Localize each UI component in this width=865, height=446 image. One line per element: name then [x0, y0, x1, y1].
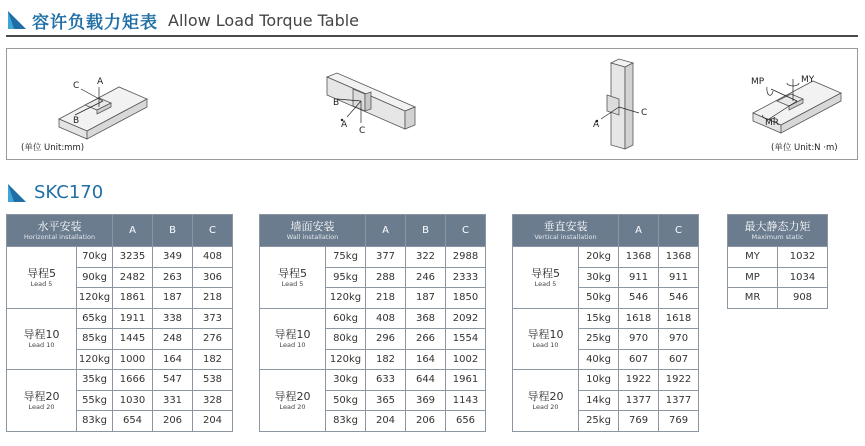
load-cell: 40kg	[579, 349, 619, 370]
lead-cell	[7, 370, 77, 432]
load-cell: 83kg	[326, 411, 366, 432]
value-cell: 206	[153, 411, 193, 432]
value-cell: 911	[619, 267, 659, 288]
value-cell: 373	[193, 308, 233, 329]
table-header-row	[260, 215, 486, 247]
load-cell: 10kg	[579, 370, 619, 391]
value-cell: 1377	[619, 390, 659, 411]
col-header: A	[619, 215, 659, 247]
load-cell: 50kg	[326, 390, 366, 411]
lead-cn: 导程20	[274, 389, 311, 403]
moment-value: 1032	[778, 247, 828, 268]
value-cell: 187	[153, 288, 193, 309]
triangle-icon	[8, 184, 26, 202]
load-cell: 83kg	[77, 411, 113, 432]
value-cell: 2482	[113, 267, 153, 288]
value-cell: 1922	[619, 370, 659, 391]
value-cell: 1850	[446, 288, 486, 309]
table-row	[7, 370, 233, 391]
value-cell: 322	[406, 247, 446, 268]
table-title-cn: 最大静态力矩	[744, 219, 811, 233]
value-cell: 1030	[113, 390, 153, 411]
value-cell: 218	[366, 288, 406, 309]
value-cell: 2988	[446, 247, 486, 268]
table-title-cell	[260, 215, 366, 247]
value-cell: 1861	[113, 288, 153, 309]
load-cell: 55kg	[77, 390, 113, 411]
load-cell: 65kg	[77, 308, 113, 329]
value-cell: 263	[153, 267, 193, 288]
value-cell: 218	[193, 288, 233, 309]
unit-nm: (单位 Unit:N ·m)	[771, 143, 838, 153]
lead-en: Lead 5	[534, 279, 557, 288]
load-cell: 120kg	[326, 288, 366, 309]
diagram-panel	[6, 48, 858, 160]
table-title-en: Maximum static	[751, 232, 804, 241]
lead-cell	[260, 370, 326, 432]
table-title-cn: 水平安装	[37, 219, 82, 233]
value-cell: 182	[366, 349, 406, 370]
wall-install-table	[259, 214, 486, 432]
table-title-cell	[728, 215, 828, 247]
value-cell: 1445	[113, 329, 153, 350]
diagram3-label-c: C	[641, 108, 648, 118]
lead-cn: 导程10	[23, 328, 60, 342]
value-cell: 206	[406, 411, 446, 432]
value-cell: 408	[366, 308, 406, 329]
value-cell: 2092	[446, 308, 486, 329]
load-cell: 30kg	[326, 370, 366, 391]
load-cell: 85kg	[77, 329, 113, 350]
value-cell: 1000	[113, 349, 153, 370]
value-cell: 377	[366, 247, 406, 268]
value-cell: 276	[193, 329, 233, 350]
lead-en: Lead 20	[28, 402, 55, 411]
value-cell: 1002	[446, 349, 486, 370]
value-cell: 546	[659, 288, 699, 309]
load-cell: 120kg	[77, 349, 113, 370]
value-cell: 365	[366, 390, 406, 411]
table-row	[260, 370, 486, 391]
lead-cell	[260, 247, 326, 309]
lead-cn: 导程5	[27, 266, 56, 280]
value-cell: 266	[406, 329, 446, 350]
diagram1-label-c: C	[73, 81, 80, 91]
load-cell: 14kg	[579, 390, 619, 411]
value-cell: 538	[193, 370, 233, 391]
lead-cell	[513, 308, 579, 370]
lead-cn: 导程20	[527, 389, 564, 403]
table-header-row	[728, 215, 828, 247]
value-cell: 970	[619, 329, 659, 350]
value-cell: 607	[659, 349, 699, 370]
col-header: C	[193, 215, 233, 247]
unit-mm: (单位 Unit:mm)	[21, 143, 85, 153]
value-cell: 1368	[659, 247, 699, 268]
value-cell: 204	[366, 411, 406, 432]
value-cell: 644	[406, 370, 446, 391]
lead-cell	[7, 247, 77, 309]
diagram1-label-b: B	[73, 116, 80, 126]
value-cell: 248	[153, 329, 193, 350]
load-cell: 120kg	[326, 349, 366, 370]
value-cell: 408	[193, 247, 233, 268]
value-cell: 547	[153, 370, 193, 391]
table-row	[260, 247, 486, 268]
value-cell: 187	[406, 288, 446, 309]
load-cell: 35kg	[77, 370, 113, 391]
vertical-install-diagram	[587, 49, 667, 161]
header-divider	[6, 35, 858, 37]
value-cell: 204	[193, 411, 233, 432]
load-cell: 25kg	[579, 329, 619, 350]
value-cell: 1961	[446, 370, 486, 391]
table-header-row	[7, 215, 233, 247]
value-cell: 911	[659, 267, 699, 288]
lead-cell	[513, 247, 579, 309]
value-cell: 182	[193, 349, 233, 370]
load-cell: 120kg	[77, 288, 113, 309]
page-title-en: Allow Load Torque Table	[168, 10, 360, 30]
value-cell: 306	[193, 267, 233, 288]
moment-label: MY	[728, 247, 778, 268]
value-cell: 769	[659, 411, 699, 432]
lead-cell	[7, 308, 77, 370]
value-cell: 368	[406, 308, 446, 329]
col-header: A	[366, 215, 406, 247]
section-header	[8, 182, 103, 203]
value-cell: 3235	[113, 247, 153, 268]
value-cell: 338	[153, 308, 193, 329]
moment-value: 1034	[778, 267, 828, 288]
moment-label: MP	[728, 267, 778, 288]
lead-en: Lead 5	[30, 279, 53, 288]
col-header: C	[446, 215, 486, 247]
table-title-cn: 垂直安装	[543, 219, 588, 233]
horizontal-install-table	[6, 214, 233, 432]
lead-cell	[513, 370, 579, 432]
value-cell: 328	[193, 390, 233, 411]
value-cell: 349	[153, 247, 193, 268]
lead-en: Lead 10	[28, 341, 55, 350]
lead-en: Lead 5	[281, 279, 304, 288]
table-row	[513, 370, 699, 391]
table-title-cell	[513, 215, 619, 247]
section-title: SKC170	[34, 182, 104, 203]
lead-cn: 导程20	[23, 389, 60, 403]
max-static-table	[727, 214, 828, 309]
load-cell: 30kg	[579, 267, 619, 288]
table-title-en: Horizontal installation	[23, 232, 96, 241]
diagram2-label-b: B	[333, 98, 340, 108]
diagram4-label-my: MY	[801, 75, 815, 85]
value-cell: 1618	[659, 308, 699, 329]
value-cell: 1143	[446, 390, 486, 411]
load-cell: 80kg	[326, 329, 366, 350]
lead-cn: 导程5	[278, 266, 307, 280]
load-cell: 50kg	[579, 288, 619, 309]
load-cell: 95kg	[326, 267, 366, 288]
table-title-en: Vertical installation	[534, 232, 597, 241]
lead-cn: 导程5	[531, 266, 560, 280]
col-header: C	[659, 215, 699, 247]
diagram3-label-a: A	[593, 120, 600, 130]
load-cell: 75kg	[326, 247, 366, 268]
value-cell: 164	[406, 349, 446, 370]
value-cell: 1377	[659, 390, 699, 411]
table-header-row	[513, 215, 699, 247]
value-cell: 970	[659, 329, 699, 350]
value-cell: 1618	[619, 308, 659, 329]
lead-en: Lead 10	[532, 341, 559, 350]
vertical-install-table	[512, 214, 699, 432]
value-cell: 2333	[446, 267, 486, 288]
diagram2-label-a: A	[341, 120, 348, 130]
load-cell: 25kg	[579, 411, 619, 432]
value-cell: 288	[366, 267, 406, 288]
lead-cn: 导程10	[274, 328, 311, 342]
table-row	[260, 308, 486, 329]
table-row	[7, 308, 233, 329]
table-title-cell	[7, 215, 113, 247]
lead-en: Lead 20	[532, 402, 559, 411]
moment-label: MR	[728, 288, 778, 309]
diagram4-label-mp: MP	[751, 77, 765, 87]
lead-en: Lead 20	[279, 402, 306, 411]
load-cell: 20kg	[579, 247, 619, 268]
value-cell: 331	[153, 390, 193, 411]
table-title-cn: 墙面安装	[290, 219, 335, 233]
load-cell: 90kg	[77, 267, 113, 288]
value-cell: 654	[113, 411, 153, 432]
triangle-icon	[8, 11, 26, 29]
table-row	[728, 288, 828, 309]
table-row	[513, 247, 699, 268]
value-cell: 1922	[659, 370, 699, 391]
table-row	[7, 247, 233, 268]
load-cell: 70kg	[77, 247, 113, 268]
value-cell: 369	[406, 390, 446, 411]
page-header	[8, 6, 359, 34]
wall-install-diagram	[319, 49, 429, 161]
value-cell: 164	[153, 349, 193, 370]
diagram2-label-c: C	[359, 126, 366, 136]
diagram1-label-a: A	[97, 77, 104, 87]
value-cell: 1554	[446, 329, 486, 350]
col-header: A	[113, 215, 153, 247]
lead-en: Lead 10	[279, 341, 306, 350]
value-cell: 1368	[619, 247, 659, 268]
value-cell: 246	[406, 267, 446, 288]
load-cell: 60kg	[326, 308, 366, 329]
lead-cn: 导程10	[527, 328, 564, 342]
value-cell: 296	[366, 329, 406, 350]
table-row	[728, 247, 828, 268]
moment-value: 908	[778, 288, 828, 309]
value-cell: 656	[446, 411, 486, 432]
table-row	[513, 308, 699, 329]
page-title-cn: 容许负载力矩表	[32, 12, 158, 33]
lead-cell	[260, 308, 326, 370]
value-cell: 633	[366, 370, 406, 391]
table-title-en: Wall installation	[286, 232, 339, 241]
value-cell: 1666	[113, 370, 153, 391]
value-cell: 546	[619, 288, 659, 309]
diagram4-label-mr: MR	[765, 118, 780, 128]
value-cell: 1911	[113, 308, 153, 329]
table-row	[728, 267, 828, 288]
value-cell: 769	[619, 411, 659, 432]
col-header: B	[406, 215, 446, 247]
col-header: B	[153, 215, 193, 247]
value-cell: 607	[619, 349, 659, 370]
load-cell: 15kg	[579, 308, 619, 329]
